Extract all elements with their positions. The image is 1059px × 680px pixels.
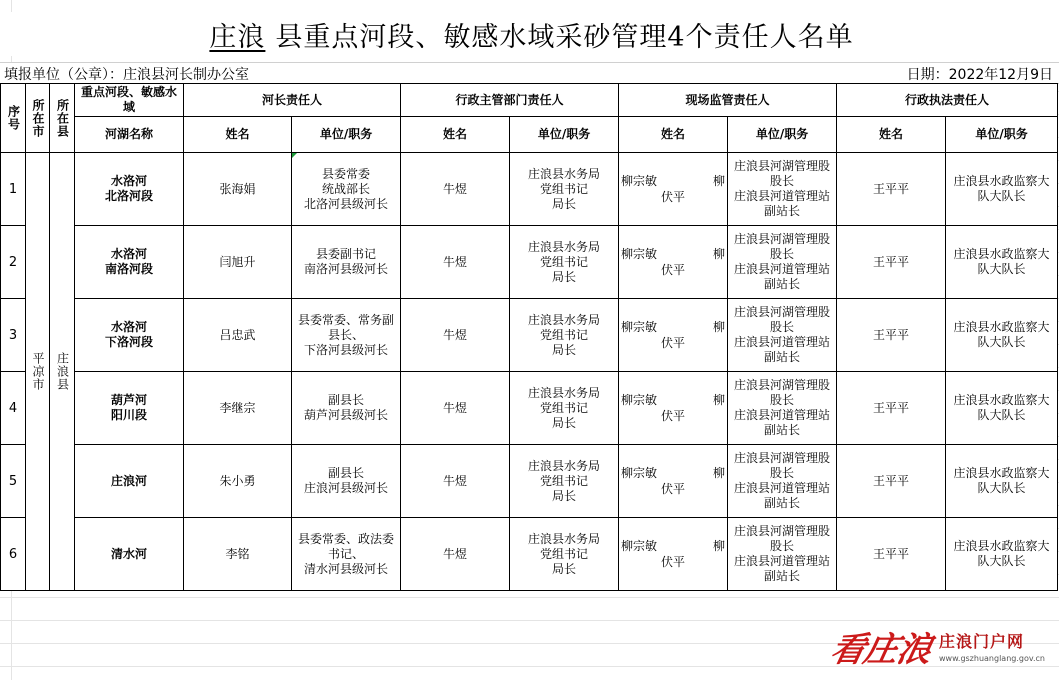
river-name-cell <box>75 445 184 518</box>
table-row <box>1 299 1058 372</box>
header-admin-name: 姓名 <box>401 117 510 153</box>
logo-brush-text: 看庄浪 <box>827 629 935 670</box>
chief-name: 闫旭升 <box>219 254 256 269</box>
chief-post-cell <box>292 226 401 299</box>
admin-post-cell <box>510 226 619 299</box>
enforce-post-line: 庄浪县水政监察大 <box>953 466 1050 480</box>
site-post-line: 庄浪县河湖管理股 <box>734 305 831 319</box>
row-seq-value: 2 <box>8 254 18 270</box>
chief-post-line: 统战部长 <box>322 181 371 196</box>
chief-post-line: 书记、 <box>328 546 365 561</box>
enforce-name-cell <box>837 299 946 372</box>
admin-post-line: 庄浪县水务局 <box>528 166 601 181</box>
site-post-line: 庄浪县河道管理站 <box>734 189 831 203</box>
chief-name: 李继宗 <box>219 400 256 415</box>
chief-post-cell <box>292 153 401 226</box>
admin-post-cell <box>510 518 619 591</box>
admin-post-line: 庄浪县水务局 <box>528 239 601 254</box>
admin-post-line: 党组书记 <box>540 473 589 488</box>
report-date: 日期：2022年12月9日 <box>906 67 1053 83</box>
site-name-cell <box>619 372 728 445</box>
row-seq-value: 5 <box>8 473 18 489</box>
title-region: 庄浪 <box>209 21 266 53</box>
chief-post-line: 清水河县级河长 <box>304 561 389 576</box>
row-seq-value: 3 <box>8 327 18 343</box>
site-post-line: 副站长 <box>764 277 801 291</box>
site-post-line: 副站长 <box>764 204 801 218</box>
river-line: 水洛河 <box>110 247 147 261</box>
admin-post-cell <box>510 445 619 518</box>
enforce-post-line: 队大队长 <box>977 335 1026 349</box>
site-name-cell <box>619 518 728 591</box>
admin-post-line: 庄浪县水务局 <box>528 312 601 327</box>
row-seq-value: 1 <box>8 181 18 197</box>
site-name-c: 伏平 <box>661 482 686 496</box>
header-site-post: 单位/职务 <box>728 117 837 153</box>
site-name-c: 伏平 <box>661 409 686 423</box>
logo-site-name: 庄浪门户网 <box>939 632 1025 651</box>
site-name-a: 柳宗敏 <box>621 539 658 553</box>
admin-post-line: 庄浪县水务局 <box>528 385 601 400</box>
enforce-name-cell <box>837 445 946 518</box>
admin-post-line: 党组书记 <box>540 546 589 561</box>
header-admin-group: 行政主管部门责任人 <box>401 84 619 117</box>
site-post-line: 股长 <box>770 174 795 188</box>
row-seq <box>1 153 26 226</box>
site-post-line: 庄浪县河道管理站 <box>734 408 831 422</box>
header-admin-post: 单位/职务 <box>510 117 619 153</box>
chief-post-line: 县委常委、常务副 <box>298 312 395 327</box>
admin-post-line: 局长 <box>552 488 577 503</box>
admin-name: 牛煜 <box>443 327 468 342</box>
site-name-b: 柳 <box>713 539 726 553</box>
table-row <box>1 153 1058 226</box>
header-county: 所在县 <box>50 84 75 153</box>
enforce-post-line: 庄浪县水政监察大 <box>953 539 1050 553</box>
site-name-cell <box>619 153 728 226</box>
chief-post-line: 庄浪河县级河长 <box>304 481 389 495</box>
river-line: 葫芦河 <box>110 393 147 407</box>
site-post-line: 庄浪县河湖管理股 <box>734 451 831 465</box>
chief-name-cell <box>184 153 292 226</box>
site-post-cell <box>728 445 837 518</box>
river-line: 水洛河 <box>110 174 147 188</box>
chief-post-cell <box>292 518 401 591</box>
site-post-line: 股长 <box>770 247 795 261</box>
header-seq: 序号 <box>1 84 26 153</box>
site-post-line: 副站长 <box>764 350 801 364</box>
admin-name-cell <box>401 153 510 226</box>
table-row <box>1 445 1058 518</box>
table-row <box>1 372 1058 445</box>
chief-post-cell <box>292 445 401 518</box>
enforce-post-line: 庄浪县水政监察大 <box>953 320 1050 334</box>
enforce-post-cell <box>946 372 1058 445</box>
row-seq-value: 4 <box>8 400 18 416</box>
site-post-line: 副站长 <box>764 423 801 437</box>
admin-post-line: 党组书记 <box>540 181 589 196</box>
site-name-a: 柳宗敏 <box>621 174 658 188</box>
chief-post-line: 副县长 <box>328 466 365 480</box>
river-line: 南洛河段 <box>104 262 153 276</box>
river-line: 水洛河 <box>110 320 147 334</box>
site-name-cell <box>619 299 728 372</box>
admin-post-line: 局长 <box>552 196 577 211</box>
site-name-c: 伏平 <box>661 555 686 569</box>
enforce-name: 王平平 <box>873 473 910 488</box>
river-name-cell <box>75 518 184 591</box>
chief-post-line: 葫芦河县级河长 <box>304 408 389 422</box>
site-post-cell <box>728 372 837 445</box>
site-logo <box>827 618 1054 674</box>
enforce-post-cell <box>946 518 1058 591</box>
chief-name-cell <box>184 445 292 518</box>
city-value: 平凉市 <box>31 352 45 391</box>
enforce-post-line: 队大队长 <box>977 262 1026 276</box>
site-post-line: 庄浪县河湖管理股 <box>734 159 831 173</box>
enforce-name: 王平平 <box>873 327 910 342</box>
site-post-line: 庄浪县河道管理站 <box>734 262 831 276</box>
site-name-b: 柳 <box>713 320 726 334</box>
site-name-cell <box>619 226 728 299</box>
admin-name-cell <box>401 299 510 372</box>
admin-post-cell <box>510 299 619 372</box>
enforce-post-cell <box>946 299 1058 372</box>
chief-post-line: 南洛河县级河长 <box>304 262 389 276</box>
admin-name: 牛煜 <box>443 473 468 488</box>
site-post-cell <box>728 299 837 372</box>
chief-post-line: 下洛河县级河长 <box>304 342 389 357</box>
chief-post-line: 北洛河县级河长 <box>304 196 389 211</box>
enforce-name-cell <box>837 153 946 226</box>
river-name-cell <box>75 299 184 372</box>
chief-name-cell <box>184 518 292 591</box>
enforce-name: 王平平 <box>873 400 910 415</box>
county-cell <box>50 153 75 591</box>
site-post-cell <box>728 153 837 226</box>
enforce-name: 王平平 <box>873 254 910 269</box>
row-seq-value: 6 <box>8 546 18 562</box>
site-post-line: 股长 <box>770 539 795 553</box>
site-post-cell <box>728 518 837 591</box>
row-seq <box>1 299 26 372</box>
enforce-name-cell <box>837 518 946 591</box>
enforce-post-cell <box>946 445 1058 518</box>
header-chief-group: 河长责任人 <box>184 84 401 117</box>
river-line: 北洛河段 <box>104 189 153 203</box>
header-enforce-post: 单位/职务 <box>946 117 1058 153</box>
site-name-b: 柳 <box>713 466 726 480</box>
river-name-cell <box>75 226 184 299</box>
logo-site <box>939 629 1045 663</box>
logo-site-url: www.gszhuanglang.gov.cn <box>939 654 1045 663</box>
table-row <box>1 226 1058 299</box>
table-row <box>1 518 1058 591</box>
admin-post-line: 局长 <box>552 269 577 284</box>
header-site-name: 姓名 <box>619 117 728 153</box>
admin-name: 牛煜 <box>443 400 468 415</box>
reporting-unit: 填报单位（公章）：庄浪县河长制办公室 <box>4 67 249 83</box>
admin-post-line: 庄浪县水务局 <box>528 531 601 546</box>
admin-name-cell <box>401 518 510 591</box>
chief-post-cell <box>292 299 401 372</box>
cell-comment-marker <box>292 153 297 158</box>
site-post-line: 副站长 <box>764 569 801 583</box>
admin-post-line: 党组书记 <box>540 400 589 415</box>
chief-name: 李铭 <box>225 546 250 561</box>
row-seq <box>1 445 26 518</box>
header-chief-post: 单位/职务 <box>292 117 401 153</box>
admin-post-line: 党组书记 <box>540 254 589 269</box>
enforce-post-cell <box>946 153 1058 226</box>
page-title <box>0 12 1059 56</box>
chief-post-cell <box>292 372 401 445</box>
row-seq <box>1 372 26 445</box>
site-post-line: 股长 <box>770 393 795 407</box>
chief-name: 朱小勇 <box>219 473 256 488</box>
enforce-post-line: 庄浪县水政监察大 <box>953 174 1050 188</box>
enforce-post-line: 队大队长 <box>977 481 1026 495</box>
river-line: 清水河 <box>110 546 147 561</box>
admin-post-line: 局长 <box>552 415 577 430</box>
site-post-line: 庄浪县河道管理站 <box>734 481 831 495</box>
city-cell <box>26 153 50 591</box>
chief-post-line: 县委副书记 <box>316 247 377 261</box>
enforce-name: 王平平 <box>873 181 910 196</box>
chief-post-line: 副县长 <box>328 393 365 407</box>
site-name-a: 柳宗敏 <box>621 393 658 407</box>
header-row-1 <box>1 84 1058 117</box>
responsibility-table <box>0 83 1058 591</box>
admin-post-line: 党组书记 <box>540 327 589 342</box>
header-row-2 <box>1 117 1058 153</box>
enforce-post-line: 队大队长 <box>977 554 1026 568</box>
admin-name: 牛煜 <box>443 181 468 196</box>
site-name-b: 柳 <box>713 247 726 261</box>
title-text: 县重点河段、敏感水域采砂管理4个责任人名单 <box>275 21 854 53</box>
chief-name: 张海娟 <box>219 181 256 196</box>
chief-name-cell <box>184 372 292 445</box>
chief-post-line: 县长、 <box>328 327 365 342</box>
enforce-post-line: 队大队长 <box>977 189 1026 203</box>
admin-name-cell <box>401 226 510 299</box>
chief-post-line: 县委常委 <box>322 166 371 181</box>
admin-post-cell <box>510 372 619 445</box>
site-post-line: 股长 <box>770 320 795 334</box>
site-post-line: 庄浪县河道管理站 <box>734 335 831 349</box>
header-river-name: 河湖名称 <box>75 117 184 153</box>
site-name-b: 柳 <box>713 393 726 407</box>
enforce-post-line: 庄浪县水政监察大 <box>953 247 1050 261</box>
county-value: 庄浪县 <box>55 352 70 391</box>
site-name-a: 柳宗敏 <box>621 247 658 261</box>
site-name-a: 柳宗敏 <box>621 466 658 480</box>
header-city: 所在市 <box>26 84 50 153</box>
chief-name: 吕忠武 <box>219 327 256 342</box>
row-seq <box>1 226 26 299</box>
meta-row <box>0 62 1059 84</box>
admin-name: 牛煜 <box>443 546 468 561</box>
enforce-post-cell <box>946 226 1058 299</box>
chief-name-cell <box>184 226 292 299</box>
river-name-cell <box>75 153 184 226</box>
header-enforce-name: 姓名 <box>837 117 946 153</box>
river-line: 下洛河段 <box>104 335 153 349</box>
header-enforce-group: 行政执法责任人 <box>837 84 1058 117</box>
table-body <box>1 153 1058 591</box>
site-post-line: 副站长 <box>764 496 801 510</box>
river-line: 庄浪河 <box>110 473 147 488</box>
site-post-line: 庄浪县河湖管理股 <box>734 524 831 538</box>
site-post-line: 庄浪县河湖管理股 <box>734 232 831 246</box>
admin-post-line: 局长 <box>552 561 577 576</box>
site-post-line: 股长 <box>770 466 795 480</box>
enforce-name: 王平平 <box>873 546 910 561</box>
row-seq <box>1 518 26 591</box>
site-name-c: 伏平 <box>661 336 686 350</box>
site-name-cell <box>619 445 728 518</box>
header-river-group: 重点河段、敏感水域 <box>75 84 184 117</box>
admin-name-cell <box>401 445 510 518</box>
enforce-name-cell <box>837 372 946 445</box>
site-name-b: 柳 <box>713 174 726 188</box>
header-site-group: 现场监管责任人 <box>619 84 837 117</box>
chief-post-line: 县委常委、政法委 <box>298 531 395 546</box>
enforce-name-cell <box>837 226 946 299</box>
site-post-line: 庄浪县河湖管理股 <box>734 378 831 392</box>
site-post-line: 庄浪县河道管理站 <box>734 554 831 568</box>
site-post-cell <box>728 226 837 299</box>
site-name-c: 伏平 <box>661 190 686 204</box>
admin-post-cell <box>510 153 619 226</box>
chief-name-cell <box>184 299 292 372</box>
header-chief-name: 姓名 <box>184 117 292 153</box>
admin-name: 牛煜 <box>443 254 468 269</box>
admin-post-line: 局长 <box>552 342 577 357</box>
river-line: 阳川段 <box>110 408 147 422</box>
site-name-c: 伏平 <box>661 263 686 277</box>
river-name-cell <box>75 372 184 445</box>
admin-name-cell <box>401 372 510 445</box>
enforce-post-line: 队大队长 <box>977 408 1026 422</box>
site-name-a: 柳宗敏 <box>621 320 658 334</box>
enforce-post-line: 庄浪县水政监察大 <box>953 393 1050 407</box>
admin-post-line: 庄浪县水务局 <box>528 458 601 473</box>
